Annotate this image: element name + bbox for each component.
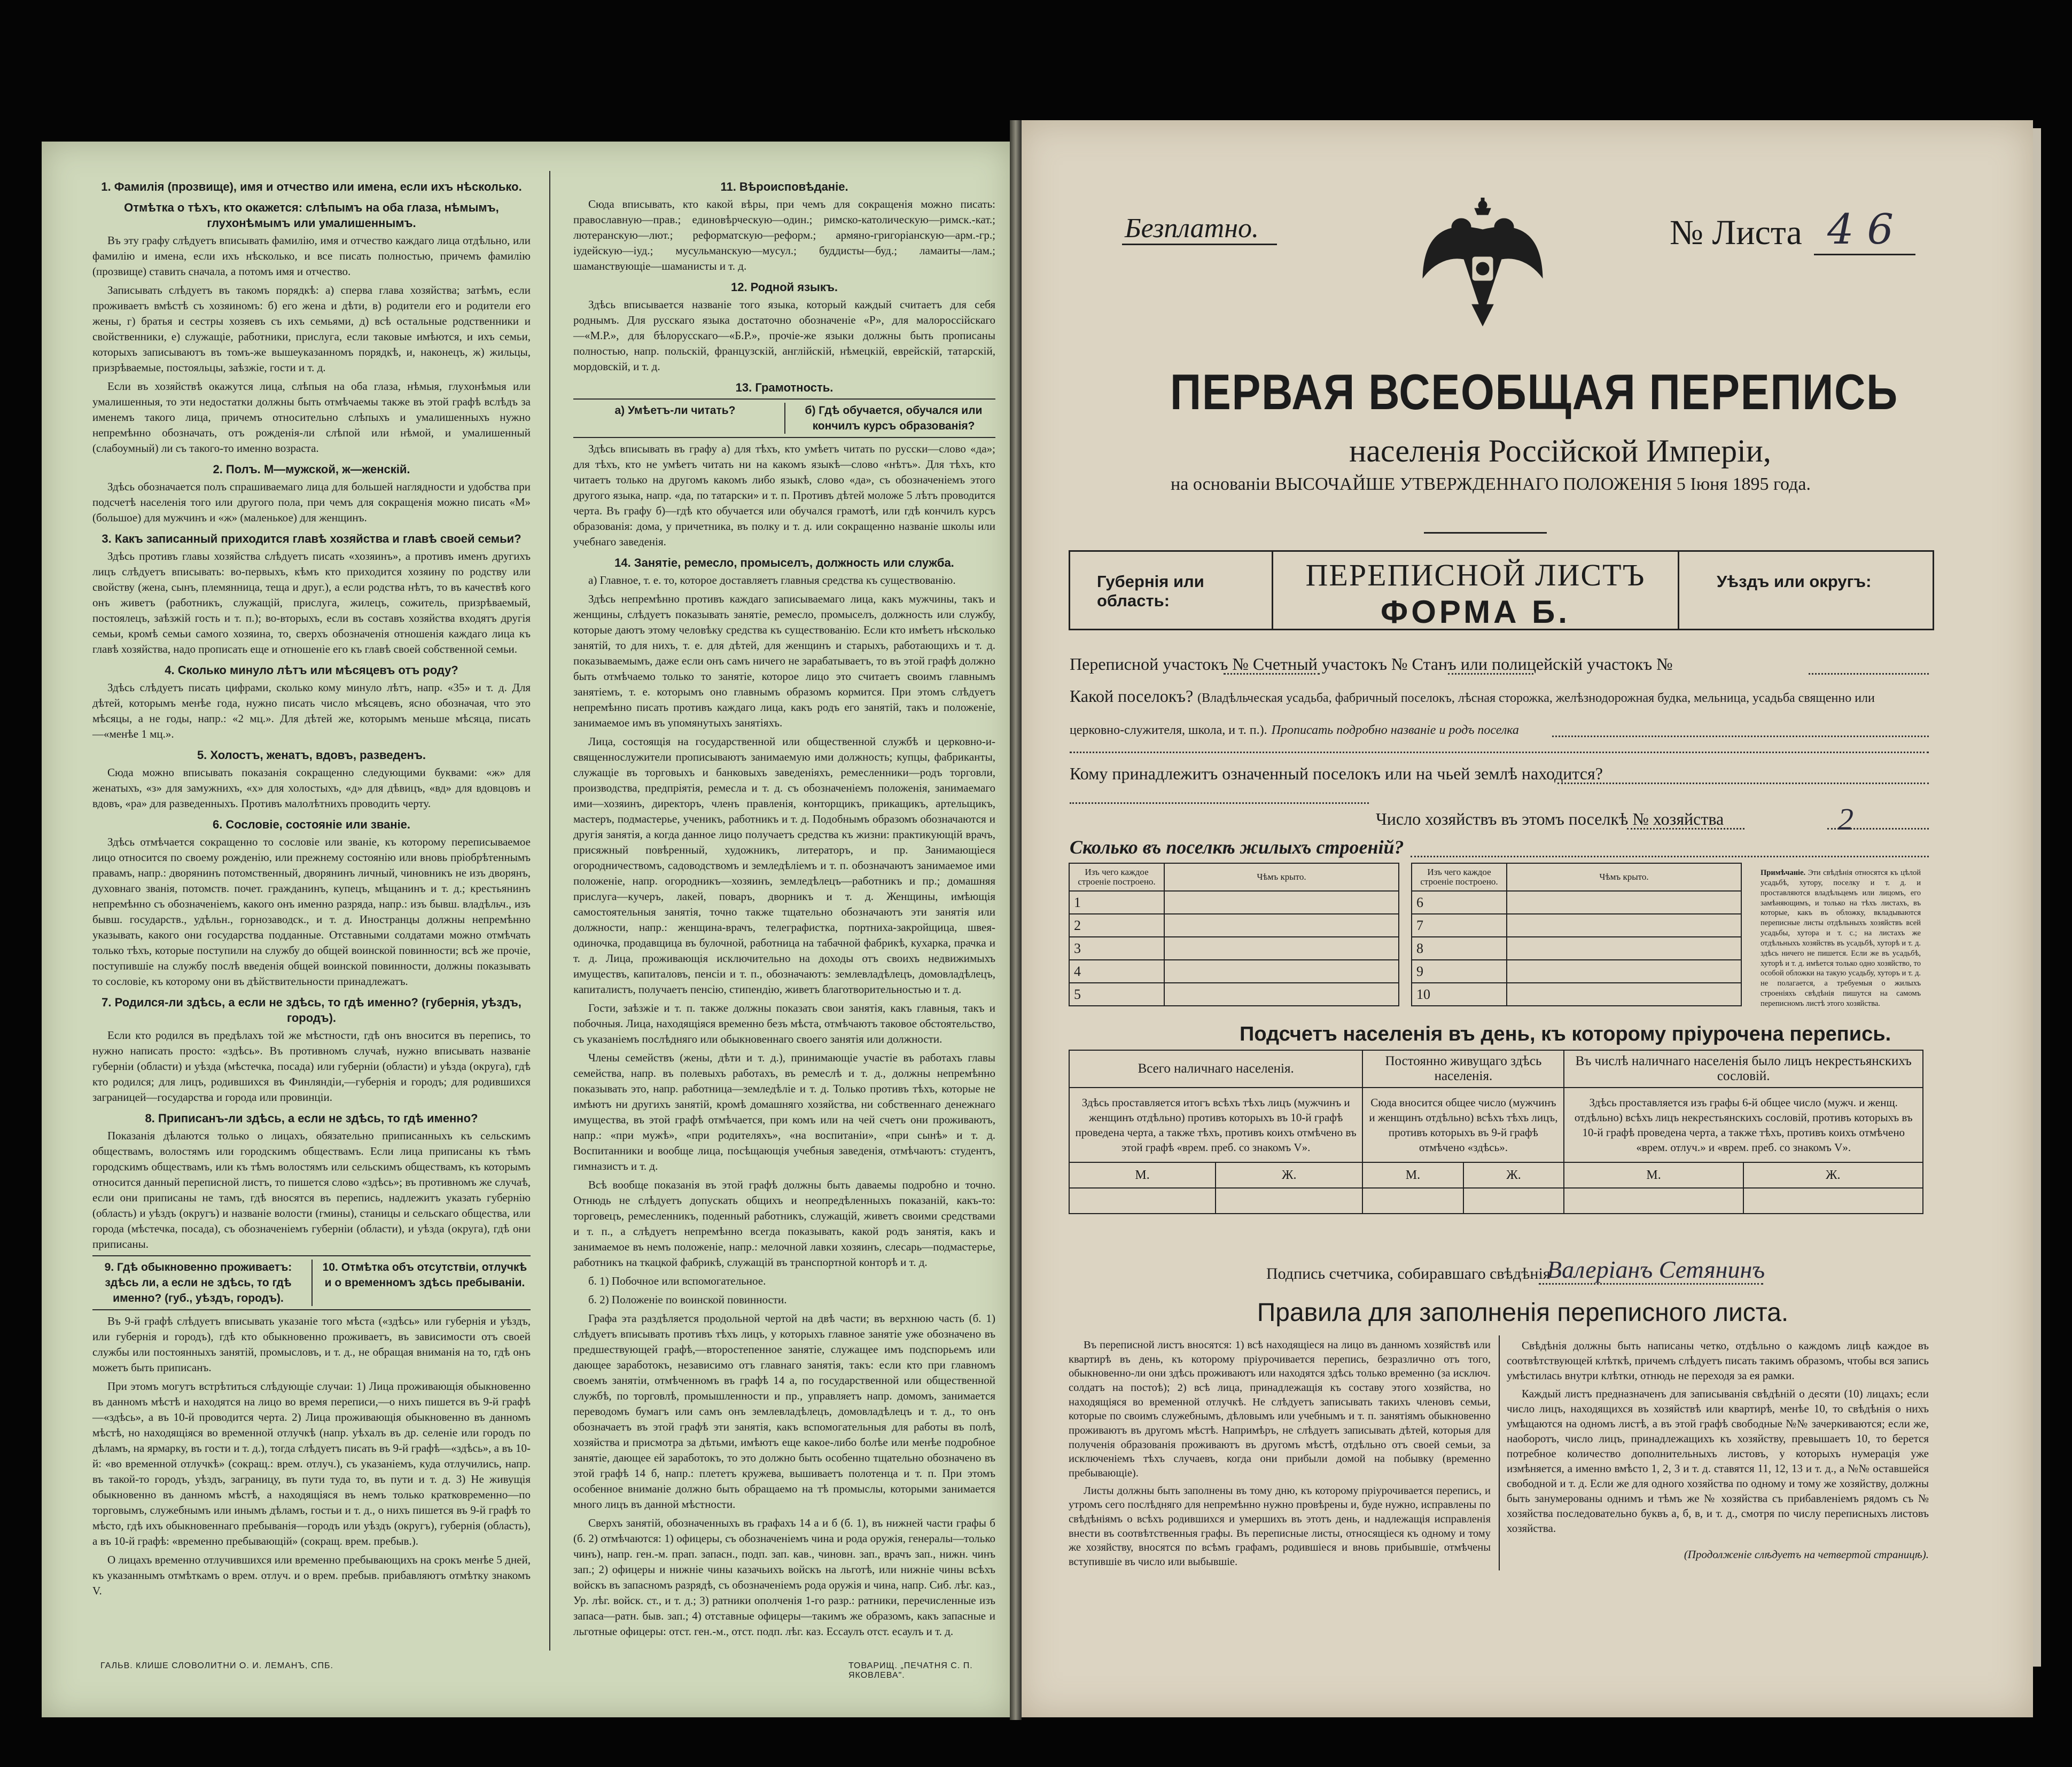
section-heading: 3. Какъ записанный приходится главѣ хозяйства и главѣ своей семьи? (102, 532, 521, 545)
rules-paragraph: Каждый листъ предназначенъ для записыванія свѣдѣній о десяти (10) лицахъ; если число лицъ, находящихся въ хозяйствѣ или квартирѣ, менѣе 10, то свѣдѣнія о нихъ умѣщаются на одномъ листѣ, а въ этой графѣ свободные №№ зачеркиваются; если же, наоборотъ, число лицъ, принадлежащихъ къ хозяйству, превышаетъ 10, то берется потребное количество дополнительныхъ листовъ, у которыхъ нумерація уже измѣняется, а именно вмѣсто 1, 2, 3 и т. д. ставятся 11, 12, 13 и т. д., а №№ оставшейся свободной и т. д. Если же для одного хозяйства по одному и тому же хозяйству, должны быть занумерованы однимъ и тѣмъ же № хозяйства съ прибавленіемъ рядомъ съ № хозяйства последовательно буквъ а, б, в, и т. д., смотря по числу переписныхъ листовъ хозяйства. (1507, 1387, 1929, 1535)
non-peasant-instructions: Здѣсь проставляется изъ графы 6-й общее число (мужч. и женщ. отдѣльно) всѣхъ лицъ некрестьянскихъ сословій, противъ которыхъ въ 10-й графѣ проведена черта, а также тѣхъ, противъ коихъ отмѣчено «врем. отлуч.» и «врем. преб. со знакомъ V». (1564, 1088, 1923, 1162)
paired-heading-part: 10. Отмѣтка объ отсутствіи, отлучкѣ и о временномъ здѣсь пребываніи. (311, 1260, 531, 1306)
note-text: Эти свѣдѣнія относятся къ цѣлой усадьбѣ, хутору, поселку и т. д. и проставляются владѣльцемъ или лицомъ, его замѣняющимъ, и только на тѣхъ листахъ, въ которые, какъ въ обложку, вкладываются переписные листы отдѣльныхъ хозяйствъ всей усадьбы, хутора и т. с.; на листахъ же отдѣльныхъ хозяйствъ въ усадьбѣ, хуторѣ и т. д. здѣсь ничего не пишется. Если же въ усадьбѣ, хуторѣ и т. д. имѣется только одно хозяйство, то особой обложки на такую усадьбу, хуторъ и т. д. не полагается, а требуемыя о жилыхъ строеніяхъ свѣдѣнія пишутся на самомъ переписномъ листѣ этого хозяйства. (1761, 869, 1921, 1008)
instruction-paragraph: При этомъ могутъ встрѣтиться слѣдующіе случаи: 1) Лица проживающія обыкновенно въ данномъ мѣстѣ и находятся на лицо во время переписи,—о нихъ пишется въ 9-й графѣ—«здѣсь», а въ 10-й проводится черта. 2) Лица проживающія обыкновенно въ данномъ мѣстѣ, но находящіяся во временной отлучкѣ (напр. уѣхалъ въ др. селеніе или городъ по дѣламъ, на ярмарку, въ гости и т. д.), тогда слѣдуетъ писать въ 9-й графѣ—«здѣсь», а въ 10-й: «во временной отлучкѣ» (сокращ.: врем. отлуч.), съ указаніемъ, куда отлучились, напр. въ такой-то городъ, уѣздъ, заграницу, въ пути туда то, въ пути и т. д. 3) Не живущія обыкновенно въ данномъ мѣстѣ, а находящіяся въ немъ только кратковременно—по торговымъ, служебнымъ или инымъ дѣламъ, гостьи и т. д., о нихъ пишется въ 9-й графѣ то мѣсто, гдѣ ихъ обыкновеннаго пребыванія—городъ или уѣздъ (округъ), губернія (область), а въ 10-й графѣ: «временно пребывающій» (сокращ. врем. пребыв.). (92, 1380, 531, 1547)
rules-divider (1499, 1335, 1500, 1570)
section-heading: 13. Грамотность. (735, 381, 834, 394)
free-of-charge-label: Безплатно. (1125, 213, 1259, 244)
owner-line: Кому принадлежитъ означенный поселокъ или на чьей землѣ находится? (1070, 764, 1603, 783)
instruction-paragraph: О лицахъ временно отлучившихся или временно пребывающихъ на срокъ менѣе 5 дней, къ указаннымъ отмѣткамъ о врем. отлуч. и о врем. пребыв. прибавляютъ отмѣтку знакомъ V. (92, 1553, 531, 1597)
row-number: 9 (1412, 960, 1507, 983)
instruction-paragraph: Показанія дѣлаются только о лицахъ, обязательно приписанныхъ къ сельскимъ обществамъ, волостямъ или городскимъ обществамъ. Если лица приписаны къ тѣмъ городскимъ обществамъ, или къ тѣмъ волостямъ или сельскимъ обществамъ, къ которымъ относится данный переписной листъ, то пишется слово «здѣсь»; въ противномъ же случаѣ, если они приписаны не тамъ, гдѣ вносятся въ перепись, надлежитъ указать губернію (область) и уѣздъ (округъ) и названіе волости (гмины), станицы и сельскаго общества, или города (мѣстечка, посада), съ обозначеніемъ губерніи (области), и уѣзда (округа), гдѣ они приписаны. (92, 1129, 531, 1250)
instruction-paragraph: Здѣсь вписывается названіе того языка, который каждый считаетъ для себя роднымъ. Для русскаго языка достаточно обозначеніе «Р», для малороссійскаго—«М.Р.», для бѣлорусскаго—«Б.Р.», прочіе-же языки должны быть прописаны полностью, напр. польскій, французскій, англійскій, нѣмецкій, еврейскій, татарскій, мордовскій, и т. д. (573, 298, 995, 373)
section-heading: 8. Приписанъ-ли здѣсь, а если не здѣсь, то гдѣ именно? (145, 1112, 478, 1125)
settlement-instruction: Прописать подробно названіе и родъ поселка (1271, 723, 1519, 737)
permanent-residents-instructions: Сюда вносится общее число (мужчинъ и женщинъ отдѣльно) всѣхъ тѣхъ лицъ, противъ которыхъ въ 9-й графѣ отмѣчено «здѣсь». (1362, 1088, 1564, 1162)
printer-credit-left: ГАЛЬВ. КЛИШЕ СЛОВОЛИТНИ О. И. ЛЕМАНЪ, СПБ. (100, 1661, 333, 1670)
fill-line (1627, 827, 1744, 830)
sheet-number-underline (1814, 254, 1915, 255)
fill-line (1809, 672, 1929, 675)
row-number: 5 (1069, 983, 1164, 1006)
male-column: М. (1069, 1162, 1216, 1188)
free-label-underline (1122, 244, 1277, 245)
buildings-table-header: Чѣмъ крыто. (1164, 863, 1399, 891)
instruction-paragraph: Графа эта раздѣляется продольной чертой на двѣ части; въ верхнюю часть (б. 1) слѣдуетъ вписывать противъ тѣхъ лицъ, у которыхъ главное занятіе уже обозначено въ предшествующей графѣ,—второстепенное занятіе, служащее имъ подспорьемъ или дающее заработокъ, независимо отъ главнаго занятія, такъ: если кто при главномъ своемъ занятіи, отмѣченномъ въ графѣ 14 а, по государственной или общественной службѣ, по торговлѣ, промышленности и пр., управляетъ напр. домомъ, занимается переводомъ бумагъ или самъ онъ землевладѣлецъ, домовладѣлецъ и т. д., то онъ обозначаетъ въ этой графѣ эти занятія, какъ вспомогательныя для работы въ полѣ, хозяйства и присмотра за дѣтьми, имѣютъ еще какое-либо болѣе или менѣе подробное занятіе, дающее ей заработокъ, то это должно быть особенно тщательно обозначено въ этой графѣ 14 б, напр.: плететъ кружева, вышиваетъ полотенца и т. п. При этомъ особенное вниманіе должно быть обращаемо на тѣ промыслы, которыми занимается много лицъ въ данной мѣстности. (573, 1312, 995, 1511)
continuation-note: (Продолженіе слѣдуетъ на четвертой страницѣ). (1684, 1548, 1929, 1561)
buildings-table-header: Чѣмъ крыто. (1507, 863, 1741, 891)
fill-line (1557, 781, 1929, 784)
row-number: 8 (1412, 937, 1507, 960)
rules-column-2 (1507, 1338, 1929, 1573)
female-column: Ж. (1463, 1162, 1564, 1188)
settlement-line-2 (1070, 718, 1519, 738)
instruction-paragraph: Гости, заѣзжіе и т. п. также должны показать свои занятія, какъ главныя, такъ и побочныя. Лица, находящіяся временно безъ мѣста, отмѣчаютъ таковое обстоятельство, съ указаніемъ послѣдняго или обыкновеннаго своего занятія или должности. (573, 1002, 995, 1045)
population-count-table (1069, 1050, 1923, 1214)
instruction-paragraph: Всѣ вообще показанія въ этой графѣ должны быть даваемы подробно и точно. Отнюдь не слѣдуетъ допускать общихъ и неопредѣленныхъ показаній, какъ-то: торговецъ, ремесленникъ, поденный работникъ, служащій, живетъ своими средствами и т. п., а слѣдуетъ непремѣнно всегда показывать, какой родъ занятія, какъ и занимаемое въ немъ положеніе, напр.: мелочной лавки хозяинъ, слесарь—подмастерье, работникъ на ткацкой фабрикѣ, служащій въ транспортной конторѣ и т. д. (573, 1178, 995, 1269)
rules-title: Правила для заполненія переписного листа. (1257, 1299, 1789, 1327)
section-heading: 12. Родной языкъ. (730, 280, 838, 294)
row-number: 10 (1412, 983, 1507, 1006)
census-district-line: Переписной участокъ № Счетный участокъ № Станъ или полицейскій участокъ № (1070, 654, 1673, 674)
enumerator-signature-label: Подпись счетчика, собиравшаго свѣдѣнія (1266, 1265, 1551, 1283)
instruction-paragraph: Если кто родился въ предѣлахъ той же мѣстности, гдѣ онъ вносится въ перепись, то нужно написать просто: «здѣсь». Въ противномъ случаѣ, нужно вписывать названіе губерніи (области) и уѣзда (мѣстечка, посада) или губерніи (области) и уѣзда (округа), гдѣ кто родился; для лицъ, родившихся въ Финляндіи,—губернія и городъ; для родившихся заграницей—государства и города или провинціи. (92, 1029, 531, 1104)
instruction-paragraph: Здѣсь обозначается полъ спрашиваемаго лица для большей наглядности и удобства при подсчетѣ населенія того или другого пола, при чемъ для сокращенія можно писать «М» (большое) для мужчинъ и «ж» (маленькое) для женщинъ. (92, 480, 531, 524)
form-header-box (1069, 550, 1934, 630)
census-sheet-title: ПЕРЕПИСНОЙ ЛИСТЪ (1305, 558, 1646, 592)
district-label: Уѣздъ или округъ: (1717, 572, 1872, 591)
section-heading: 6. Сословіе, состояніе или званіе. (212, 818, 411, 831)
non-peasant-header: Въ числѣ наличнаго населенія было лицъ некрестьянскихъ сословій. (1564, 1050, 1923, 1088)
note-label: Примѣчаніе. (1761, 869, 1806, 877)
table-row (1069, 983, 1741, 1006)
section-heading: 4. Сколько минуло лѣтъ или мѣсяцевъ отъ роду? (165, 663, 458, 677)
instruction-paragraph: Если въ хозяйствѣ окажутся лица, слѣпыя на оба глаза, нѣмыя, глухонѣмыя или умалишенныя, то эти недостатки должны быть отмѣчаемы также въ этой графѣ вслѣдъ за именемъ такого лица, причемъ относительно слѣпыхъ и умалишенныхъ нужно непремѣнно обозначать, отъ рожденія-ли слѣпой или нѣмой, и умалишенный (слабоумный) ли съ такого-то именно возраста. (92, 380, 531, 455)
instruction-paragraph: Здѣсь вписывать въ графу а) для тѣхъ, кто умѣетъ читать по русски—слово «да»; для тѣхъ, кто не умѣетъ читать ни на какомъ языкѣ—слово «нѣтъ». Для тѣхъ, кто читаетъ только на другомъ какомъ либо языкѣ, слово «да», съ обозначеніемъ этого другого языка, напр. «да, по татарски» и т. п. Противъ дѣтей моложе 5 лѣтъ проводится черта. Въ графу б)—гдѣ кто обучается или обучался грамотѣ, или гдѣ кончилъ курсъ образованія: дома, у причетника, въ полку и т. д. или сокращенно названіе школы или учебнаго заведенія. (573, 442, 995, 548)
instruction-paragraph: Лица, состоящія на государственной или общественной службѣ и церковно-и-священнослужители прописываютъ занимаемую ими должность; купцы, фабриканты, служащіе въ торговыхъ и банковыхъ заведеніяхъ, ремесленники—родъ торговли, производства, предпріятія, ремесла и т. д. съ обозначеніемъ положенія, занимаемаго ими—хозяинъ, директоръ, членъ правленія, конторщикъ, прикащикъ, артельщикъ, мастеръ, подмастерье, ученикъ, работникъ и т. д. Подобнымъ образомъ обозначаются и другія занятія, а когда данное лицо получаетъ средства къ жизни: практикующій врачъ, присяжный повѣренный, художникъ, литераторъ, и пр. Занимающіеся огородничествомъ, садоводствомъ и земледѣліемъ и т. п. обозначаютъ занимаемое ими положеніе, напр. огородникъ—хозяинъ, земледѣлецъ—работникъ и пр.; домашняя прислуга—кучеръ, лакей, поваръ, дворникъ и т. д. Женщины, имѣющія самостоятельныя занятія, точно также тщательно обозначаютъ эти занятія или должности, напр.: женщина-врачъ, телеграфистка, портниха-закройщица, швея-одиночка, продавщица въ булочной, работница на табачной фабрикѣ, кухарка, прачка и т. д. Лица, проживающія исключительно на доходы отъ своихъ недвижимыхъ имуществъ, капиталовъ, пенсіи и т. п., обозначаютъ: землевладѣлецъ, домовладѣлецъ, капиталистъ, получаетъ пенсію, стипендію, живетъ благотворительностью и т. д. (573, 735, 995, 996)
double-headed-eagle-emblem (1419, 198, 1547, 331)
paired-heading-part: 9. Гдѣ обыкновенно проживаетъ: здѣсь ли, а если не здѣсь, то гдѣ именно? (губ., уѣздъ, городъ). (104, 1261, 292, 1304)
left-page (42, 142, 1011, 1717)
province-cell (1070, 552, 1273, 629)
section-heading: 2. Полъ. М—мужской, ж—женскій. (213, 463, 410, 476)
instruction-paragraph: Въ эту графу слѣдуетъ вписывать фамилію, имя и отчество каждаго лица отдѣльно, или фамилію и имена, если ихъ нѣсколько, и все писать полностью, причемъ фамилію (прозвище) ставить сначала, а потомъ имя и отчество. (92, 234, 531, 278)
form-title-cell (1273, 552, 1679, 629)
permanent-residents-header: Постоянно живущаго здѣсь населенія. (1362, 1050, 1564, 1088)
instruction-paragraph: б. 1) Побочное или вспомогательное. (588, 1275, 766, 1287)
population-count-title: Подсчетъ населенія въ день, къ которому пріурочена перепись. (1240, 1023, 1891, 1045)
fill-line (1224, 672, 1320, 675)
instruction-paragraph: а) Главное, т. е. то, которое доставляетъ главныя средства къ существованію. (588, 574, 956, 587)
row-number: 4 (1069, 960, 1164, 983)
district-cell (1679, 552, 1933, 629)
table-row (1069, 937, 1741, 960)
households-line: Число хозяйствъ въ этомъ поселкѣ № хозяйства (1376, 809, 1724, 828)
rules-column-1 (1069, 1338, 1491, 1573)
column-divider (549, 171, 550, 1651)
section-heading: Отмѣтка о тѣхъ, кто окажется: слѣпымъ на оба глаза, нѣмымъ, глухонѣмымъ или умалишеннымъ. (124, 201, 499, 230)
form-type: ФОРМА Б. (1381, 594, 1570, 630)
paired-heading (92, 1255, 531, 1310)
paired-heading-part: б) Гдѣ обучается, обучался или кончилъ курсъ образованія? (784, 403, 995, 434)
enumerator-signature-handwritten: Валеріанъ Сетянинъ (1547, 1256, 1765, 1283)
instruction-paragraph: Здѣсь слѣдуетъ писать цифрами, сколько кому минуло лѣтъ, напр. «35» и т. д. Для дѣтей, которымъ менѣе года, нужно писать число мѣсяцевъ, ясно обозначая, что это мѣсяцы, а не годы, напр.: «2 мц.». Для дѣтей же, которымъ меньше мѣсяца, писать—«менѣе 1 мц.». (92, 681, 531, 740)
instruction-paragraph: Записывать слѣдуетъ въ такомъ порядкѣ: а) сперва глава хозяйства; затѣмъ, если проживаетъ вмѣстѣ съ хозяиномъ: б) его жена и дѣти, в) родители его и родители его жены, г) братья и сестры хозяевъ съ ихъ семьями, д) всѣ остальные родственники и свойственники, е) служащіе, работники, прислуга, если таковые имѣются, и ихъ семьи, которыхъ записываютъ въ томъ-же вышеуказанномъ порядкѣ, и, наконецъ, ж) жильцы, призрѣваемые, постояльцы, заѣзжіе, гости и т. д. (92, 284, 531, 374)
instructions-column-1 (92, 174, 531, 1602)
female-column: Ж. (1216, 1162, 1362, 1188)
section-heading: 14. Занятіе, ремесло, промыселъ, должность или служба. (614, 556, 954, 569)
paired-heading (573, 398, 995, 438)
instruction-paragraph: Сюда вписывать, кто какой вѣры, при чемъ для сокращенія можно писать: православную—прав.; единовѣрческую—один.; римско-католическую—римск.-кат.; лютеранскую—лют.; реформатскую—реформ.; армяно-григоріанскую—арм.-гр.; іудейскую—іуд.; мусульманскую—мусул.; буддисты—буд.; ламаиты—лам.; шаманствующіе—шаманисты и т. д. (573, 198, 995, 272)
row-number: 3 (1069, 937, 1164, 960)
rules-paragraph: Листы должны быть заполнены въ тому дню, къ которому пріурочивается перепись, и утромъ сего послѣдняго для непремѣнно нужно провѣрены и, буде нужно, исправлены по свѣдѣніямъ о всѣхъ родившихся и умершихъ въ этотъ день, и надлежащія исправленія внести въ соотвѣтственныя графы. Въ переписные листы, относящіеся къ одному и тому же хозяйству, вносятся по всѣмъ графамъ, родившіеся и вновь прибывшіе, отмѣчены вступившіе въ число или выбывшіе. (1069, 1484, 1491, 1568)
printer-credit-right: ТОВАРИЩ. „ПЕЧАТНЯ С. П. ЯКОВЛЕВА". (848, 1661, 973, 1680)
title-rule (1424, 532, 1547, 534)
instructions-column-2 (573, 174, 995, 1643)
instruction-paragraph: Сверхъ занятій, обозначенныхъ въ графахъ 14 а и б (б. 1), въ нижней части графы б (б. 2) отмѣчаются: 1) офицеры, съ обозначеніемъ чина и рода оружія, генералы—только чинъ), напр. ген.-м. прап. запасн., подп. зап. кав., чиновн. зап., врачъ зап., нижн. чинъ зап.; 2) офицеры и нижніе чины казачьихъ войскъ на льготѣ, или нижніе чины всѣхъ войскъ въ запасномъ разрядѣ, съ обозначеніемъ рода оружія и чина, напр. Сиб. лѣг. каз., Ур. лѣг. войск. ст., и т. д.; 3) ратники ополченія 1-го разр.: ратники, перечисленные изъ запаса—ратн. быв. зап.; 4) отставные офицеры—такимъ же образомъ, какъ запасные и льготные офицеры: отст. ген.-м., отст. подп. лѣг. каз. Ессаулъ отст. есаулъ и т. д. (573, 1516, 995, 1638)
row-number: 7 (1412, 914, 1507, 937)
table-row (1069, 891, 1741, 914)
fill-line (1070, 801, 1369, 804)
total-present-header: Всего наличнаго населенія. (1069, 1050, 1362, 1088)
paired-heading-part: а) Умѣетъ-ли читать? (614, 404, 736, 417)
table-row (1069, 960, 1741, 983)
fill-line (1411, 855, 1929, 857)
buildings-table (1069, 863, 1742, 1006)
buildings-table-header: Изъ чего каждое строеніе построено. (1069, 863, 1164, 891)
section-heading: 1. Фамилія (прозвище), имя и отчество или имена, если ихъ нѣсколько. (101, 180, 522, 193)
census-subtitle: населенія Россійской Имперіи, (1349, 433, 1771, 468)
settlement-question: Какой поселокъ? (1070, 686, 1194, 706)
buildings-note (1761, 868, 1921, 1009)
instruction-paragraph: Сюда можно вписывать показанія сокращенно следующими буквами: «ж» для женатыхъ, «з» для замужнихъ, «х» для холостыхъ, «д» для дѣвицъ, «вд» для вдовцовъ и вдовъ, «ра» для разведенныхъ. Противъ малолѣтнихъ проводить черту. (92, 766, 531, 810)
total-present-instructions: Здѣсь проставляется итогъ всѣхъ тѣхъ лицъ (мужчинъ и женщинъ отдѣльно) противъ которыхъ въ 10-й графѣ проведена черта, а также тѣхъ, противъ коихъ отмѣчено въ этой графѣ «врем. преб. со знакомъ V». (1069, 1088, 1362, 1162)
instruction-paragraph: Въ 9-й графѣ слѣдуетъ вписывать указаніе того мѣста («здѣсь» или губернія и уѣздъ, или губернія и городъ), гдѣ кто обыкновенно проживаетъ, въ зависимости отъ своей службы или постоянныхъ занятій, промысловъ, и т. д., не обращая вниманія на то, гдѣ онъ можетъ быть приписанъ. (92, 1315, 531, 1374)
table-row (1069, 914, 1741, 937)
household-number-handwritten: 2 (1838, 802, 1853, 836)
row-number: 1 (1069, 891, 1164, 914)
section-heading: 11. Вѣроисповѣданіе. (720, 180, 848, 193)
sheet-number-label: № Листа (1670, 213, 1802, 252)
row-number: 6 (1412, 891, 1507, 914)
section-heading: 7. Родился-ли здѣсь, а если не здѣсь, то гдѣ именно? (губернія, уѣздъ, городъ). (102, 996, 521, 1025)
fill-line (1070, 750, 1929, 753)
signature-line (1539, 1282, 1763, 1285)
book-spine (1010, 120, 1022, 1720)
instruction-paragraph: Здѣсь непремѣнно противъ каждаго записываемаго лица, какъ мужчины, такъ и женщины, слѣдуетъ показывать занятіе, ремесло, промыселъ, должность или службу, которые даютъ этому человѣку средства къ существованію. Если кто имѣетъ нѣсколько занятій, то для нихъ, т. е. для дѣтей, для женщинъ и старыхъ, работающихъ и т. д. показываемымъ, даже если онъ самъ ничего не зарабатываетъ, то въ этой графѣ должно быть отмѣчаемо только то занятіе, которое лицо это считаетъ своимъ главнымъ занятіемъ, т. е. которымъ оно главнымъ образомъ кормится. При этомъ слѣдуетъ непремѣнно писать противъ каждаго лица, какъ родъ его занятій, такъ и положеніе, занимаемое имъ въ упомянутыхъ занятіяхъ. (573, 592, 995, 729)
section-heading: 5. Холостъ, женатъ, вдовъ, разведенъ. (197, 748, 426, 762)
male-column: М. (1564, 1162, 1743, 1188)
settlement-hint-2: церковно-служителя, школа, и т. п.). (1070, 723, 1267, 737)
instruction-paragraph: б. 2) Положеніе по воинской повинности. (588, 1293, 787, 1306)
female-column: Ж. (1743, 1162, 1923, 1188)
instruction-paragraph: Здѣсь противъ главы хозяйства слѣдуетъ писать «хозяинъ», а противъ именъ другихъ лицъ слѣдуетъ вписывать: во-первыхъ, кѣмъ кто приходится хозяину по родству или свойству (жена, сынъ, племянница, теща и друг.), а если родства нѣтъ, то въ качествѣ кого онъ живетъ (работникъ, служащій, прислуга, жилецъ, сожитель, призрѣваемый, постоялецъ, заѣзжій гость и т. п.); во-вторыхъ, если въ составъ хозяйства входятъ другія семьи, кромѣ семьи самого хозяина, то, сверхъ обозначенія отношенія каждаго лица къ главѣ хозяйства, надо прописать еще и отношеніе его къ главѣ своей собственной семьи. (92, 550, 531, 655)
fill-line (1552, 734, 1929, 737)
settlement-hint: (Владѣльческая усадьба, фабричный поселокъ, лѣсная сторожка, желѣзнодорожная будка, мельница, усадьба священно или (1197, 691, 1875, 705)
fill-line (1448, 672, 1533, 675)
buildings-table-header: Изъ чего каждое строеніе построено. (1412, 863, 1507, 891)
male-column: М. (1362, 1162, 1463, 1188)
legal-basis-line: на основаніи ВЫСОЧАЙШЕ УТВЕРЖДЕННАГО ПОЛОЖЕНІЯ 5 Іюня 1895 года. (1171, 474, 1811, 494)
sheet-number-handwritten: 4 6 (1827, 206, 1894, 254)
row-number: 2 (1069, 914, 1164, 937)
instruction-paragraph: Здѣсь отмѣчается сокращенно то сословіе или званіе, къ которому переписываемое лицо относится по своему рожденію, или прежнему состоянію или вновь пріобрѣтеннымъ правамъ, напр.: дворянинъ потомственный, дворянинъ личный, чиновникъ не изъ дворянъ, духовнаго званія, потомств. почет. гражданинъ, купецъ, мѣщанинъ и т. д.; крестьянинъ непремѣнно съ обозначеніемъ, какого онъ именно разряда, напр.: изъ бывш. владѣльч., изъ бывш. государств., удѣльн., горнозаводск., и т. д. Иностранцы должны непремѣнно указывать, какого они государства подданные. Отставными солдатами можно отмѣчать только тѣхъ, которые поступили на службу до общей воинской повинности; всѣ же прочіе, поступившіе на службу послѣ введенія общей воинской повинности, должны показывать то сословіе, къ которому они въ дѣйствительности принадлежатъ. (92, 835, 531, 988)
instruction-paragraph: Члены семействъ (жены, дѣти и т. д.), принимающіе участіе въ работахъ главы семейства, напр. въ полевыхъ работахъ, въ ремеслѣ и т. д., должны непремѣнно показывать это, напр. работница—земледѣліе и т. д. Только противъ тѣхъ, которые не имѣютъ ни другихъ занятій, кромѣ домашняго хозяйства, ни собственнаго денежнаго имущества, въ этой графѣ отмѣчается, при комъ или на чей счетъ они проживаютъ, напр.: «при мужѣ», «при родителяхъ», «на воспитаніи», «при сынѣ» и т. д. Воспитанники и вообще лица, посѣщающія учебныя заведенія, отмѣчаютъ: студентъ, гимназистъ и т. д. (573, 1051, 995, 1172)
census-main-title: ПЕРВАЯ ВСЕОБЩАЯ ПЕРЕПИСЬ (1170, 364, 1898, 420)
rules-paragraph: Въ переписной листъ вносятся: 1) всѣ находящіеся на лицо въ данномъ хозяйствѣ или квартирѣ въ день, къ которому пріурочивается перепись, безразлично отъ того, обыкновенно-ли они здѣсь проживаютъ или находятся здѣсь только временно (за исключ. солдатъ на постоѣ); 2) всѣ лица, принадлежащія къ составу этого хозяйства, но находящіяся во временной отлучкѣ. Не слѣдуетъ записывать такихъ членовъ семьи, которые по своимъ служебнымъ, дѣловымъ или учебнымъ и т. п. занятіямъ обыкновенно проживаютъ въ другомъ мѣстѣ. Напримѣръ, не слѣдуетъ записывать дѣтей, которыя для полученія образованія проживаютъ въ другомъ мѣстѣ, отдѣльно отъ своей семьи, за исключеніемъ тѣхъ случаевъ, когда они прибыли домой на побывку (временно пребывающіе). (1069, 1339, 1491, 1479)
settlement-line (1070, 686, 1875, 706)
buildings-question: Сколько въ поселкѣ жилыхъ строеній? (1070, 836, 1404, 858)
rules-paragraph: Свѣдѣнія должны быть написаны четко, отдѣльно о каждомъ лицѣ каждое въ соотвѣтствующей клѣткѣ, причемъ слѣдуетъ писать такимъ образомъ, чтобы вся запись умѣстилась внутри клѣтки, отнюдь не переходя за ея рамки. (1507, 1339, 1929, 1382)
province-label: Губернія или область: (1097, 572, 1204, 610)
